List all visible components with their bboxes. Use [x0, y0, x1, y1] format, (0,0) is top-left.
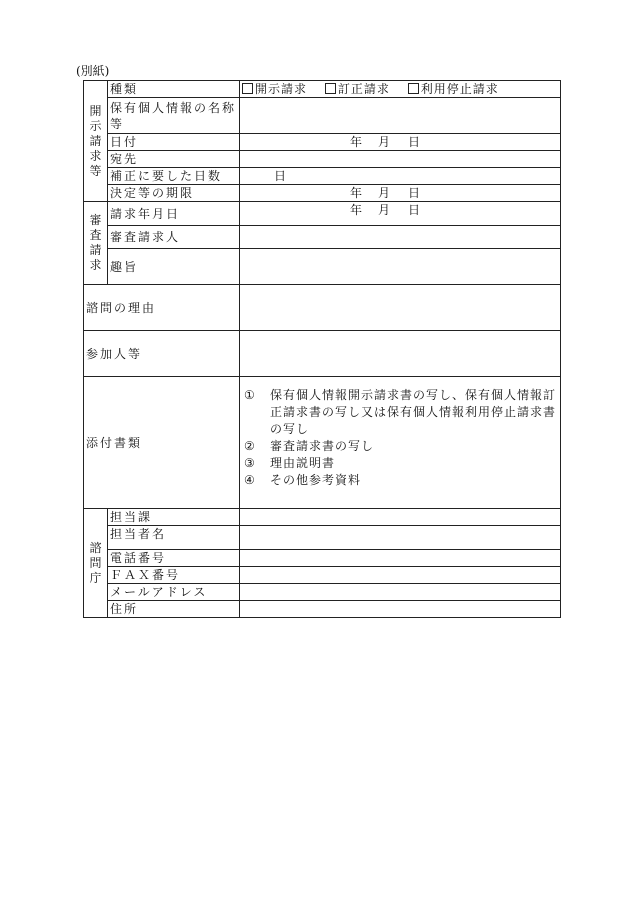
label-tantosha: 担当者名: [108, 526, 240, 550]
section-label-char: 問: [89, 555, 102, 570]
option-riyoteishi[interactable]: [408, 81, 499, 97]
option-label: 開示請求: [255, 82, 308, 96]
label-shinsa-seikyunin: 審査請求人: [108, 226, 240, 249]
label-seikyu-nengappi: 請求年月日: [108, 202, 240, 226]
day-label: 日: [408, 186, 421, 200]
attachment-number: ④: [244, 473, 256, 487]
section-label-char: 諮: [89, 540, 102, 555]
attachment-list: [240, 377, 561, 509]
consultation-form-table: [83, 80, 561, 618]
label-denwa: 電話番号: [108, 550, 240, 567]
attachment-item: [244, 472, 556, 489]
option-label: 利用停止請求: [420, 82, 499, 96]
form-caption: (別紙): [76, 64, 110, 78]
section-label-shimoncho: [84, 509, 108, 618]
section-label-char: 請: [89, 133, 102, 148]
attachment-item: [244, 387, 556, 438]
attachment-text: 保有個人情報開示請求書の写し、保有個人情報訂正請求書の写し又は保有個人情報利用停止請求書の写し: [270, 388, 557, 436]
section-label-char: 庁: [89, 570, 102, 585]
label-hoyu-kojin-joho: 保有個人情報の名称等: [108, 98, 240, 134]
label-hizuke: 日付: [108, 134, 240, 151]
label-tantoka: 担当課: [108, 509, 240, 526]
checkbox-icon[interactable]: [325, 83, 336, 94]
month-label: 月: [378, 186, 391, 200]
section-label-shinsa: [84, 202, 108, 285]
year-label: 年: [350, 135, 363, 149]
value-tantoka[interactable]: [240, 509, 561, 526]
month-label: 月: [378, 135, 391, 149]
section-label-char: 開: [89, 103, 102, 118]
attachment-number: ②: [244, 439, 256, 453]
year-label: 年: [350, 186, 363, 200]
label-shurui: 種類: [108, 81, 240, 98]
attachment-text: 理由説明書: [270, 456, 336, 470]
label-hosei-nissu: 補正に要した日数: [108, 168, 240, 185]
value-shinsa-seikyunin[interactable]: [240, 226, 561, 249]
attachment-text: 審査請求書の写し: [270, 439, 375, 453]
section-label-char: 査: [89, 228, 102, 242]
option-kaiji[interactable]: [242, 81, 307, 97]
label-atesaki: 宛先: [108, 151, 240, 168]
value-atesaki[interactable]: [240, 151, 561, 168]
label-kettei-kigen: 決定等の期限: [108, 185, 240, 202]
day-unit-label: 日: [274, 169, 287, 183]
value-shushi[interactable]: [240, 249, 561, 285]
value-tantosha[interactable]: [240, 526, 561, 550]
value-mail[interactable]: [240, 584, 561, 601]
value-hoyu-kojin-joho[interactable]: [240, 98, 561, 134]
month-label: 月: [378, 203, 391, 217]
section-label-char: 等: [89, 163, 102, 178]
attachment-item: [244, 438, 556, 455]
value-seikyu-nengappi[interactable]: [240, 202, 561, 226]
checkbox-icon[interactable]: [242, 83, 253, 94]
section-label-char: 示: [89, 118, 102, 133]
label-sankanin: 参加人等: [84, 331, 240, 377]
day-label: 日: [408, 203, 421, 217]
day-label: 日: [408, 135, 421, 149]
value-shimon-riyu[interactable]: [240, 285, 561, 331]
section-label-char: 審: [89, 213, 102, 227]
checkbox-icon[interactable]: [408, 83, 419, 94]
option-teisei[interactable]: [325, 81, 390, 97]
section-label-char: 請: [89, 243, 102, 257]
label-shimon-riyu: 諮問の理由: [84, 285, 240, 331]
value-sankanin[interactable]: [240, 331, 561, 377]
year-label: 年: [350, 203, 363, 217]
value-fax[interactable]: [240, 567, 561, 584]
value-hosei-nissu[interactable]: [240, 168, 561, 185]
value-kettei-kigen[interactable]: [240, 185, 561, 202]
label-tenpu-shorui: 添付書類: [84, 377, 240, 509]
attachment-number: ①: [244, 388, 256, 402]
request-type-options: [240, 81, 561, 98]
value-denwa[interactable]: [240, 550, 561, 567]
option-label: 訂正請求: [337, 82, 390, 96]
value-jusho[interactable]: [240, 601, 561, 618]
label-shushi: 趣旨: [108, 249, 240, 285]
section-label-char: 求: [89, 258, 102, 272]
value-hizuke[interactable]: [240, 134, 561, 151]
section-label-kaiji: [84, 81, 108, 202]
label-jusho: 住所: [108, 601, 240, 618]
label-mail: メールアドレス: [108, 584, 240, 601]
attachment-item: [244, 455, 556, 472]
section-label-char: 求: [89, 148, 102, 163]
attachment-number: ③: [244, 456, 256, 470]
attachment-text: その他参考資料: [270, 473, 362, 487]
label-fax: ＦＡＸ番号: [108, 567, 240, 584]
